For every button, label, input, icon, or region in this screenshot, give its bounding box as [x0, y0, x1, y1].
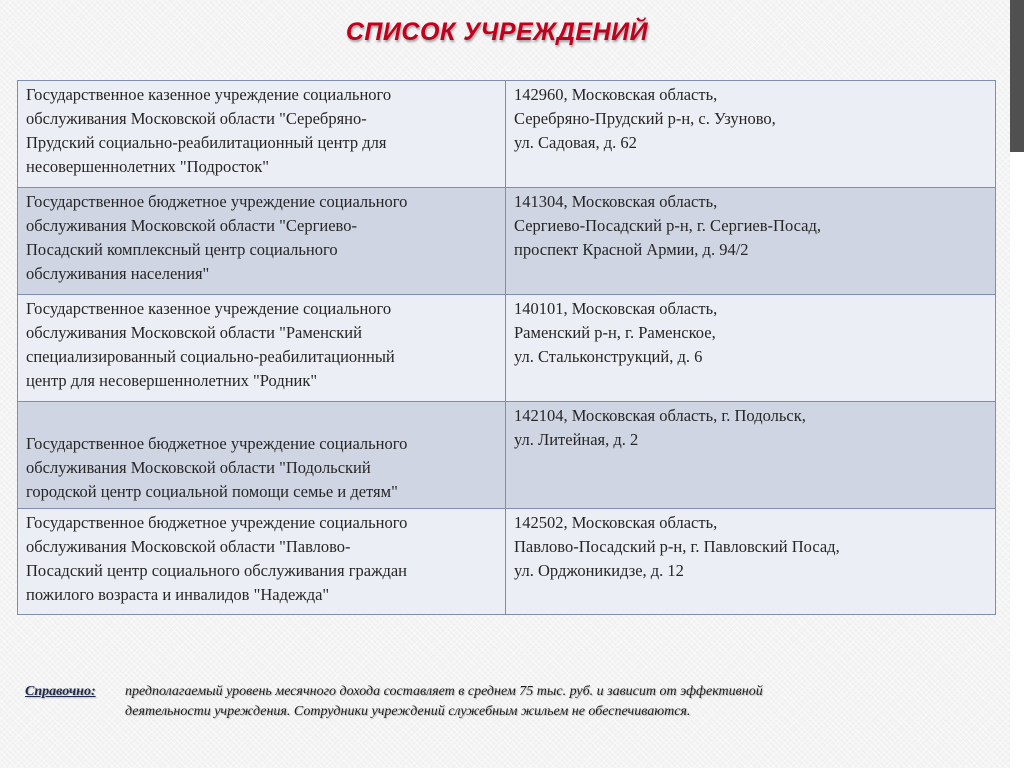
- table-row: [18, 295, 996, 402]
- name-line: Государственное казенное учреждение социального: [26, 85, 392, 104]
- name-line: обслуживания Московской области "Подольский: [26, 458, 371, 477]
- address-line: 140101, Московская область,: [514, 299, 718, 318]
- address-cell: [506, 81, 996, 188]
- institution-name-cell: [18, 188, 506, 295]
- address-cell: [506, 402, 996, 509]
- name-line: обслуживания Московской области "Сергиево-: [26, 216, 357, 235]
- table-row: [18, 188, 996, 295]
- address-line: 142104, Московская область, г. Подольск,: [514, 406, 806, 425]
- address-line: ул. Литейная, д. 2: [514, 430, 639, 449]
- name-line: обслуживания Московской области "Раменский: [26, 323, 362, 342]
- name-line: Посадский центр социального обслуживания граждан: [26, 561, 408, 580]
- institutions-table: [17, 80, 996, 615]
- institution-name-cell: [18, 402, 506, 509]
- name-line: пожилого возраста и инвалидов "Надежда": [26, 585, 330, 604]
- address-cell: [506, 509, 996, 615]
- table-row: [18, 402, 996, 509]
- note-line: предполагаемый уровень месячного дохода составляет в среднем 75 тыс. руб. и зависит от эффективной: [125, 684, 763, 699]
- address-line: ул. Стальконструкций, д. 6: [514, 347, 703, 366]
- address-cell: [506, 295, 996, 402]
- institution-name-cell: [18, 295, 506, 402]
- name-line: обслуживания Московской области "Павлово-: [26, 537, 351, 556]
- address-line: 141304, Московская область,: [514, 192, 718, 211]
- address-line: ул. Орджоникидзе, д. 12: [514, 561, 684, 580]
- address-line: проспект Красной Армии, д. 94/2: [514, 240, 749, 259]
- name-line: Государственное бюджетное учреждение социального: [26, 513, 408, 532]
- address-line: Павлово-Посадский р-н, г. Павловский Посад,: [514, 537, 840, 556]
- name-line: городской центр социальной помощи семье и детям": [26, 482, 398, 501]
- name-line: Посадский комплексный центр социального: [26, 240, 338, 259]
- address-line: 142502, Московская область,: [514, 513, 718, 532]
- name-line: обслуживания населения": [26, 264, 210, 283]
- name-line: обслуживания Московской области "Серебряно-: [26, 109, 367, 128]
- note-line: деятельности учреждения. Сотрудники учреждений служебным жильем не обеспечиваются.: [125, 704, 691, 719]
- address-cell: [506, 188, 996, 295]
- address-line: Раменский р-н, г. Раменское,: [514, 323, 716, 342]
- table-row: [18, 509, 996, 615]
- name-line: Государственное бюджетное учреждение социального: [26, 434, 408, 453]
- address-line: Серебряно-Прудский р-н, с. Узуново,: [514, 109, 776, 128]
- address-line: Сергиево-Посадский р-н, г. Сергиев-Посад,: [514, 216, 821, 235]
- name-line: Государственное бюджетное учреждение социального: [26, 192, 408, 211]
- address-line: ул. Садовая, д. 62: [514, 133, 637, 152]
- corner-accent-block: [1010, 0, 1024, 152]
- institution-name-cell: [18, 81, 506, 188]
- name-line: Прудский социально-реабилитационный центр для: [26, 133, 387, 152]
- note-label: Справочно:: [25, 684, 96, 699]
- name-line: центр для несовершеннолетних "Родник": [26, 371, 318, 390]
- name-line: несовершеннолетних "Подросток": [26, 157, 269, 176]
- address-line: 142960, Московская область,: [514, 85, 718, 104]
- table-row: [18, 81, 996, 188]
- name-line: Государственное казенное учреждение социального: [26, 299, 392, 318]
- name-line: специализированный социально-реабилитационный: [26, 347, 395, 366]
- institution-name-cell: [18, 509, 506, 615]
- page-title: СПИСОК УЧРЕЖДЕНИЙ: [345, 18, 649, 46]
